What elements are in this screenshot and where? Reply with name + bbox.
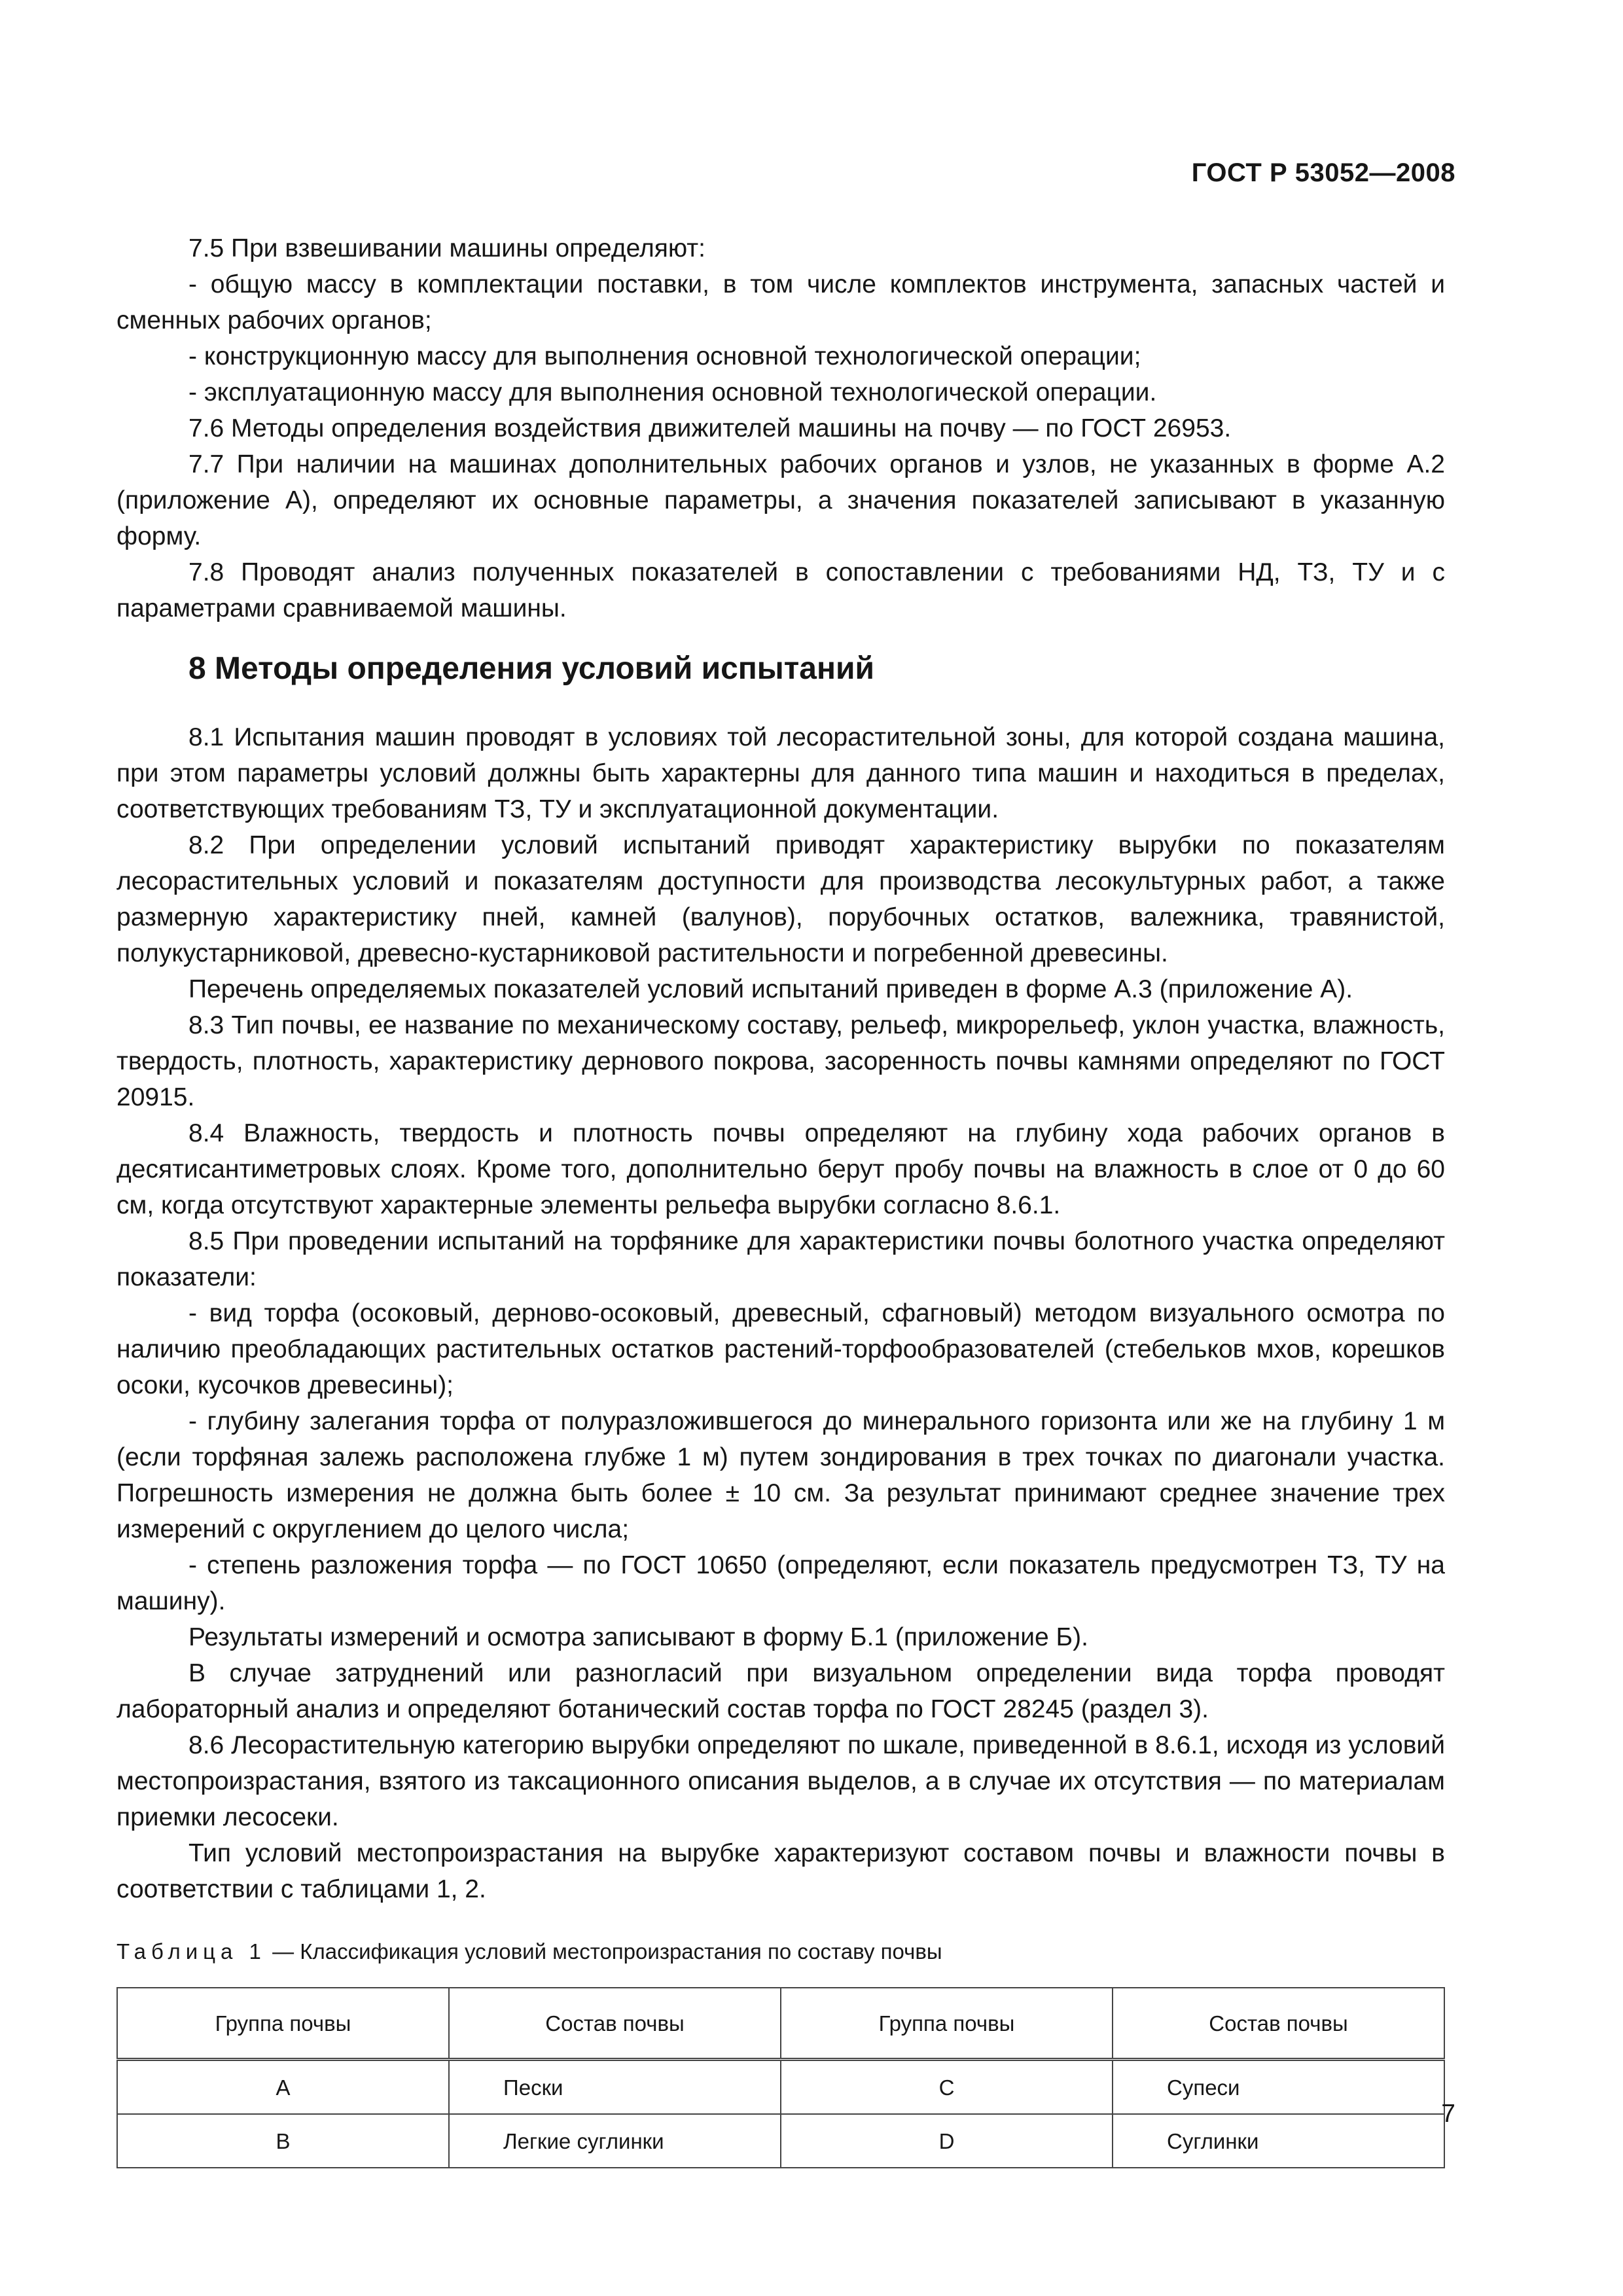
paragraph: Результаты измерений и осмотра записывают в форму Б.1 (приложение Б). (188, 1623, 1088, 1651)
paragraph: - общую массу в комплектации поставки, в том числе комплектов инструмента, запасных частей и сменных рабочих органов; (116, 270, 1445, 334)
table-row (117, 2114, 1444, 2168)
soil-classification-table (116, 1987, 1445, 2168)
table-header-row (117, 1988, 1444, 2060)
paragraph: - эксплуатационную массу для выполнения основной технологической операции. (188, 378, 1157, 406)
table-cell: Супеси (1113, 2060, 1444, 2115)
table-cell: Пески (449, 2060, 781, 2115)
column-header: Состав почвы (449, 1988, 781, 2060)
table-cell: D (781, 2114, 1113, 2168)
paragraph: - степень разложения торфа — по ГОСТ 10650 (определяют, если показатель предусмотрен ТЗ, ТУ на машину). (116, 1551, 1445, 1615)
paragraph: Тип условий местопроизрастания на вырубке характеризуют составом почвы и влажности почвы в соответствии с таблицами 1, 2. (116, 1839, 1445, 1903)
column-header: Группа почвы (117, 1988, 449, 2060)
paragraph: 7.6 Методы определения воздействия движителей машины на почву — по ГОСТ 26953. (188, 414, 1232, 442)
paragraph: 8.5 При проведении испытаний на торфянике для характеристики почвы болотного участка определяют показатели: (116, 1227, 1445, 1291)
paragraph: В случае затруднений или разногласий при визуальном определении вида торфа проводят лабораторный анализ и определяют ботанический состав торфа по ГОСТ 28245 (раздел 3). (116, 1659, 1445, 1723)
page-number: 7 (1441, 2100, 1455, 2128)
paragraph: 7.7 При наличии на машинах дополнительных рабочих органов и узлов, не указанных в форме А.2 (приложение А), определяют их основные параметры, а значения показателей записывают в указанную форму. (116, 450, 1445, 550)
table-row (117, 2060, 1444, 2115)
column-header: Состав почвы (1113, 1988, 1444, 2060)
paragraph: 8.6 Лесорастительную категорию вырубки определяют по шкале, приведенной в 8.6.1, исходя из условий местопроизрастания, взятого из таксационного описания выделов, а в случае их отсутствия — по материалам приемки лесосеки. (116, 1731, 1445, 1831)
paragraph: 8.1 Испытания машин проводят в условиях той лесорастительной зоны, для которой создана машина, при этом параметры условий должны быть характерны для данного типа машин и находиться в пределах, соответствующих требованиям ТЗ, ТУ и эксплуатационной документации. (116, 723, 1445, 823)
table-cell: С (781, 2060, 1113, 2115)
paragraph: Перечень определяемых показателей условий испытаний приведен в форме А.3 (приложение А). (188, 975, 1353, 1003)
column-header: Группа почвы (781, 1988, 1113, 2060)
table-cell: Легкие суглинки (449, 2114, 781, 2168)
paragraph: 7.5 При взвешивании машины определяют: (188, 234, 705, 262)
section-title: 8 Методы определения условий испытаний (188, 651, 874, 686)
table-caption (116, 1936, 1445, 1967)
paragraph: 8.4 Влажность, твердость и плотность почвы определяют на глубину хода рабочих органов в десятисантиметровых слоях. Кроме того, дополнительно берут пробу почвы на влажность в слое от 0 до 60 см, когда отсутствуют характерные элементы рельефа вырубки согласно 8.6.1. (116, 1119, 1445, 1219)
paragraph: 7.8 Проводят анализ полученных показателей в сопоставлении с требованиями НД, ТЗ, ТУ и с параметрами сравниваемой машины. (116, 558, 1445, 622)
paragraph: 8.2 При определении условий испытаний приводят характеристику вырубки по показателям лесорастительных условий и показателям доступности для производства лесокультурных работ, а также размерную характеристику пней, камней (валунов), порубочных остатков, валежника, травянистой, полукустарниковой, древесно-кустарниковой растительности и погребенной древесины. (116, 831, 1445, 967)
table-cell: Суглинки (1113, 2114, 1444, 2168)
table-caption-text: — Классификация условий местопроизрастания по составу почвы (266, 1939, 942, 1964)
paragraph: - глубину залегания торфа от полуразложившегося до минерального горизонта или же на глубину 1 м (если торфяная залежь расположена глубже 1 м) путем зондирования в трех точках по диагонали участка. Погрешность измерения не должна быть более ± 10 см. За результат принимают среднее значение трех измерений с округлением до целого числа; (116, 1407, 1445, 1543)
paragraph: - вид торфа (осоковый, дерново-осоковый, древесный, сфагновый) методом визуального осмотра по наличию преобладающих растительных остатков растений-торфообразователей (стебельков мхов, корешков осоки, кусочков древесины); (116, 1299, 1445, 1399)
table-cell: А (117, 2060, 449, 2115)
table-caption-label: Таблица 1 (116, 1939, 266, 1964)
document-body (116, 230, 1445, 2168)
table-cell: В (117, 2114, 449, 2168)
paragraph: 8.3 Тип почвы, ее название по механическому составу, рельеф, микрорельеф, уклон участка, влажность, твердость, плотность, характеристику дернового покрова, засоренность почвы камнями определяют по ГОСТ 20915. (116, 1011, 1445, 1111)
standard-code: ГОСТ Р 53052—2008 (1191, 158, 1455, 187)
paragraph: - конструкционную массу для выполнения основной технологической операции; (188, 342, 1141, 370)
